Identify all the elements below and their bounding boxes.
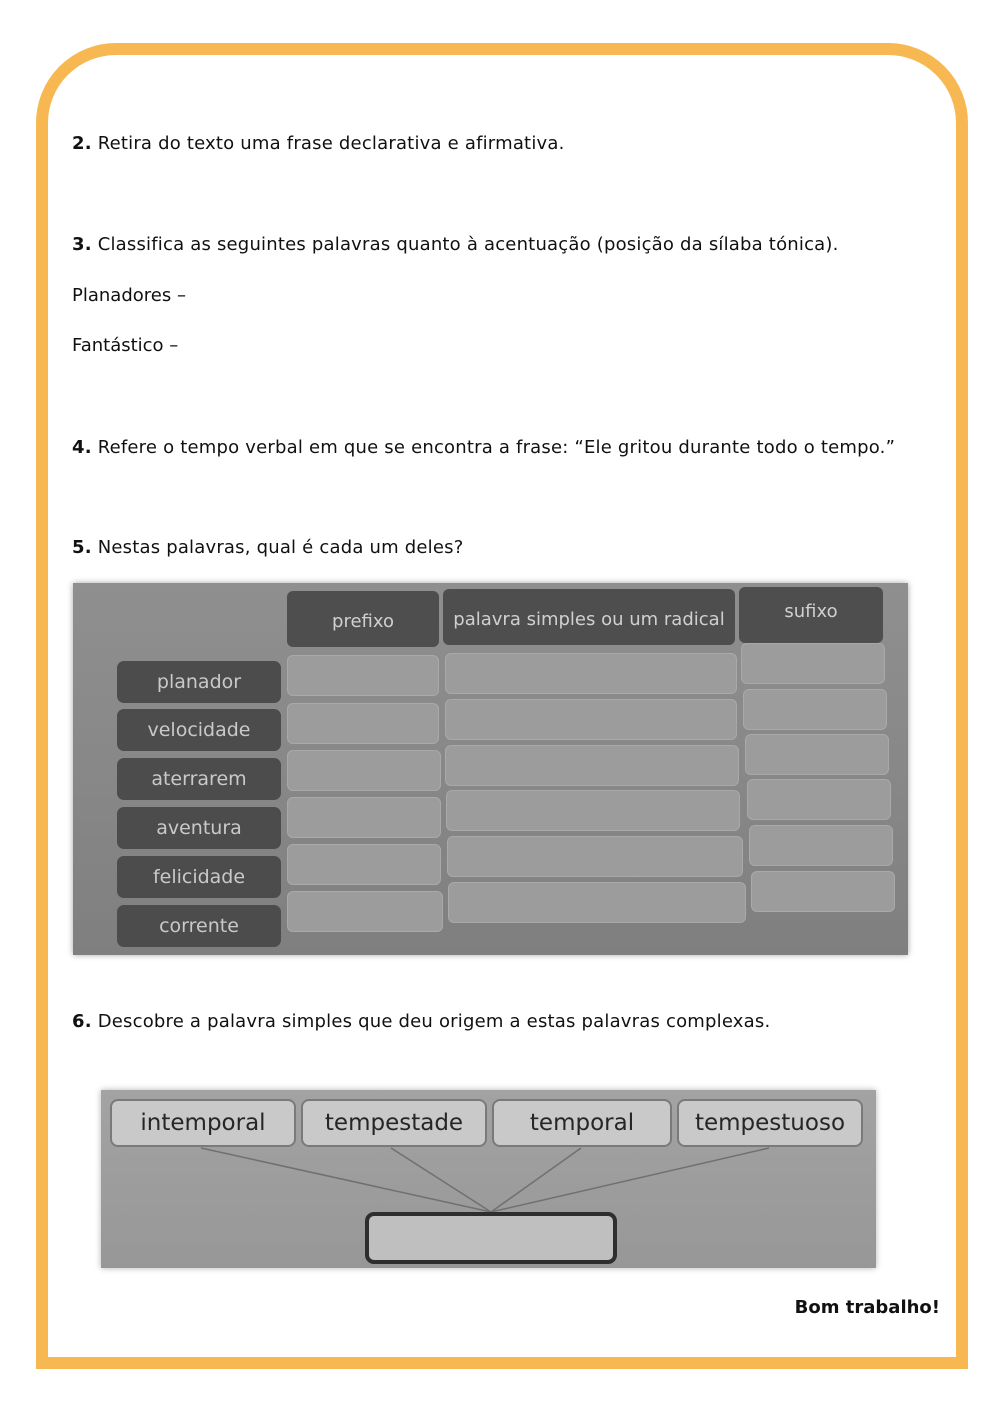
answer-cell[interactable] (445, 653, 737, 694)
header-sufixo: sufixo (739, 587, 883, 643)
row-label: velocidade (117, 709, 281, 751)
answer-cell[interactable] (743, 689, 887, 730)
word-intemporal: intemporal (110, 1099, 296, 1147)
word-temporal: temporal (492, 1099, 672, 1147)
answer-cell[interactable] (287, 655, 439, 696)
row-label: felicidade (117, 856, 281, 898)
answer-cell[interactable] (446, 790, 740, 831)
answer-cell[interactable] (745, 734, 889, 775)
question-4: 4. Refere o tempo verbal em que se encontra a frase: “Ele gritou durante todo o tempo.” (72, 437, 896, 458)
answer-cell[interactable] (287, 891, 443, 932)
answer-cell[interactable] (445, 745, 739, 786)
question-3: 3. Classifica as seguintes palavras quanto à acentuação (posição da sílaba tónica). (72, 234, 839, 255)
answer-cell[interactable] (747, 779, 891, 820)
answer-cell[interactable] (287, 797, 441, 838)
answer-cell[interactable] (447, 836, 743, 877)
question-6: 6. Descobre a palavra simples que deu origem a estas palavras complexas. (72, 1011, 771, 1032)
answer-box[interactable] (365, 1212, 617, 1264)
row-label: aventura (117, 807, 281, 849)
answer-cell[interactable] (749, 825, 893, 866)
word-tempestade: tempestade (301, 1099, 487, 1147)
header-palavra-simples: palavra simples ou um radical (443, 589, 735, 645)
answer-cell[interactable] (741, 643, 885, 684)
answer-cell[interactable] (287, 750, 441, 791)
row-label: aterrarem (117, 758, 281, 800)
q3-item-planadores: Planadores – (72, 285, 186, 306)
q3-item-fantastico: Fantástico – (72, 335, 179, 356)
question-5: 5. Nestas palavras, qual é cada um deles? (72, 537, 464, 558)
closing-text: Bom trabalho! (794, 1297, 940, 1318)
row-label: planador (117, 661, 281, 703)
row-label: corrente (117, 905, 281, 947)
answer-cell[interactable] (751, 871, 895, 912)
answer-cell[interactable] (445, 699, 737, 740)
word-tempestuoso: tempestuoso (677, 1099, 863, 1147)
answer-cell[interactable] (448, 882, 746, 923)
question-2: 2. Retira do texto uma frase declarativa e afirmativa. (72, 133, 565, 154)
header-prefixo: prefixo (287, 591, 439, 647)
word-structure-table (73, 583, 908, 955)
word-family-diagram (101, 1090, 876, 1268)
answer-cell[interactable] (287, 844, 441, 885)
answer-cell[interactable] (287, 703, 439, 744)
